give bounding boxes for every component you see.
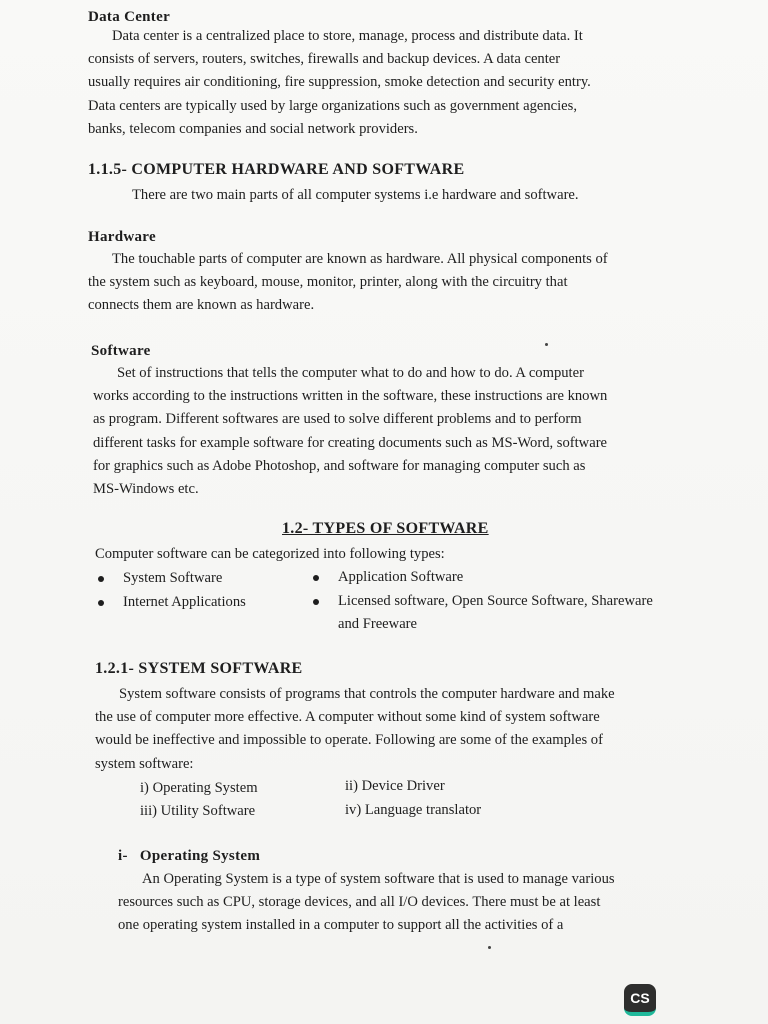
bullet-icon xyxy=(313,599,319,605)
type-item: Internet Applications xyxy=(123,594,246,610)
paragraph-line: An Operating System is a type of system software that is used to manage various xyxy=(142,871,615,887)
example-item: iii) Utility Software xyxy=(140,803,256,819)
paragraph-line: would be ineffective and impossible to operate. Following are some of the examples of xyxy=(95,732,603,749)
paragraph-line: for graphics such as Adobe Photoshop, and software for managing computer such as xyxy=(93,457,586,474)
example-item: iv) Language translator xyxy=(345,802,482,818)
paragraph-line: System software consists of programs that controls the computer hardware and make xyxy=(119,686,615,702)
paragraph-line: system software: xyxy=(95,755,194,772)
paragraph-line: Data centers are typically used by large organizations such as government agencies, xyxy=(88,97,577,114)
example-item: ii) Device Driver xyxy=(345,778,445,794)
operating-system-heading: i- Operating System xyxy=(118,848,261,864)
paragraph-line: works according to the instructions written in the software, these instructions are known xyxy=(93,388,608,405)
paragraph-line: the use of computer more effective. A computer without some kind of system software xyxy=(95,709,600,726)
paragraph-line: consists of servers, routers, switches, firewalls and backup devices. A data center xyxy=(88,51,561,68)
paragraph-line: usually requires air conditioning, fire suppression, smoke detection and security entry. xyxy=(88,74,591,91)
system-software-paragraph xyxy=(95,683,700,776)
software-paragraph xyxy=(93,362,689,501)
paragraph-line: connects them are known as hardware. xyxy=(88,297,315,314)
camscanner-logo-icon: CS xyxy=(624,984,656,1016)
type-item-continued: and Freeware xyxy=(338,616,418,632)
scan-speck xyxy=(545,343,548,346)
paragraph-line: the system such as keyboard, mouse, monitor, printer, along with the circuitry that xyxy=(88,274,568,291)
hw-sw-intro: There are two main parts of all computer systems i.e hardware and software. xyxy=(132,187,579,203)
operating-system-paragraph xyxy=(118,868,704,938)
paragraph-line: resources such as CPU, storage devices, and all I/O devices. There must be at least xyxy=(118,894,601,911)
hardware-paragraph xyxy=(88,248,686,318)
type-item: System Software xyxy=(123,570,223,586)
bullet-icon xyxy=(98,600,104,606)
bullet-icon xyxy=(313,575,319,581)
type-item: Application Software xyxy=(338,569,464,585)
paragraph-line: one operating system installed in a computer to support all the activities of a xyxy=(118,917,564,934)
paragraph-line: different tasks for example software for creating documents such as MS-Word, software xyxy=(93,434,608,451)
paragraph-line: MS-Windows etc. xyxy=(93,481,199,498)
paragraph-line: banks, telecom companies and social network providers. xyxy=(88,120,418,137)
hardware-heading: Hardware xyxy=(88,229,156,245)
paragraph-line: The touchable parts of computer are known as hardware. All physical components of xyxy=(112,251,608,267)
types-heading: 1.2- TYPES OF SOFTWARE xyxy=(282,520,489,537)
paragraph-line: as program. Different softwares are used to solve different problems and to perform xyxy=(93,411,582,428)
paragraph-line: Set of instructions that tells the computer what to do and how to do. A computer xyxy=(117,365,584,381)
bullet-icon xyxy=(98,576,104,582)
types-intro: Computer software can be categorized into following types: xyxy=(95,546,445,562)
scan-speck xyxy=(488,946,491,949)
software-heading: Software xyxy=(91,343,151,359)
data-center-heading: Data Center xyxy=(88,9,171,25)
data-center-paragraph xyxy=(88,25,678,141)
example-item: i) Operating System xyxy=(140,780,258,796)
system-software-heading: 1.2.1- SYSTEM SOFTWARE xyxy=(95,660,303,677)
type-item: Licensed software, Open Source Software, Shareware xyxy=(338,593,653,609)
paragraph-line: Data center is a centralized place to store, manage, process and distribute data. It xyxy=(112,28,583,44)
hw-sw-heading: 1.1.5- COMPUTER HARDWARE AND SOFTWARE xyxy=(88,161,465,178)
